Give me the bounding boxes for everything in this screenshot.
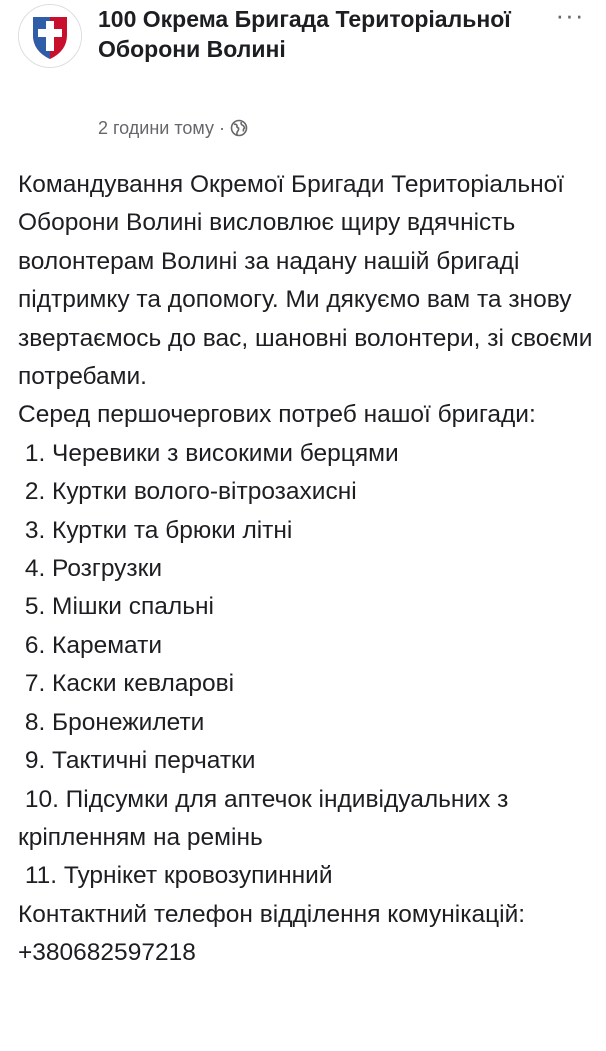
post-body [18,166,598,973]
list-item: 9. Тактичні перчатки [18,747,256,775]
post-meta [98,116,248,140]
list-item: 10. Підсумки для аптечок індивідуальних з кріпленням на ремінь [18,785,516,851]
list-item: 6. Каремати [18,631,163,659]
post-intro: Командування Окремої Бригади Територіальної Оборони Волині висловлює щиру вдячність волонтерам Волині за надану нашій бригаді підтримку та допомогу. Ми дякуємо вам та знову звертаємось до вас, шановні волонтери, зі своєми потребами. [18,171,600,391]
brigade-emblem-icon [19,5,81,67]
page-name[interactable]: 100 Окрема Бригада Територіальної Оборони Волині [98,6,511,62]
meta-separator: · [218,117,225,138]
list-item: 7. Каски кевларові [18,670,235,698]
needs-heading: Серед першочергових потреб нашої бригади: [18,401,536,429]
page-avatar[interactable] [18,4,82,68]
more-options-button[interactable]: ··· [555,0,585,30]
needs-list [18,435,598,896]
list-item: 8. Бронежилети [18,708,205,736]
contact-phone[interactable]: +380682597218 [18,939,196,967]
post-header [18,0,590,144]
list-item: 1. Черевики з високими берцями [18,439,399,467]
list-item: 2. Куртки волого-вітрозахисні [18,478,357,506]
post-timestamp[interactable]: 2 години тому [98,117,214,138]
globe-icon[interactable] [230,119,248,137]
list-item: 3. Куртки та брюки літні [18,516,293,544]
list-item: 5. Мішки спальні [18,593,214,621]
list-item: 4. Розгрузки [18,555,163,583]
list-item: 11. Турнікет кровозупинний [18,862,333,890]
contact-label: Контактний телефон відділення комунікацій: [18,900,526,928]
